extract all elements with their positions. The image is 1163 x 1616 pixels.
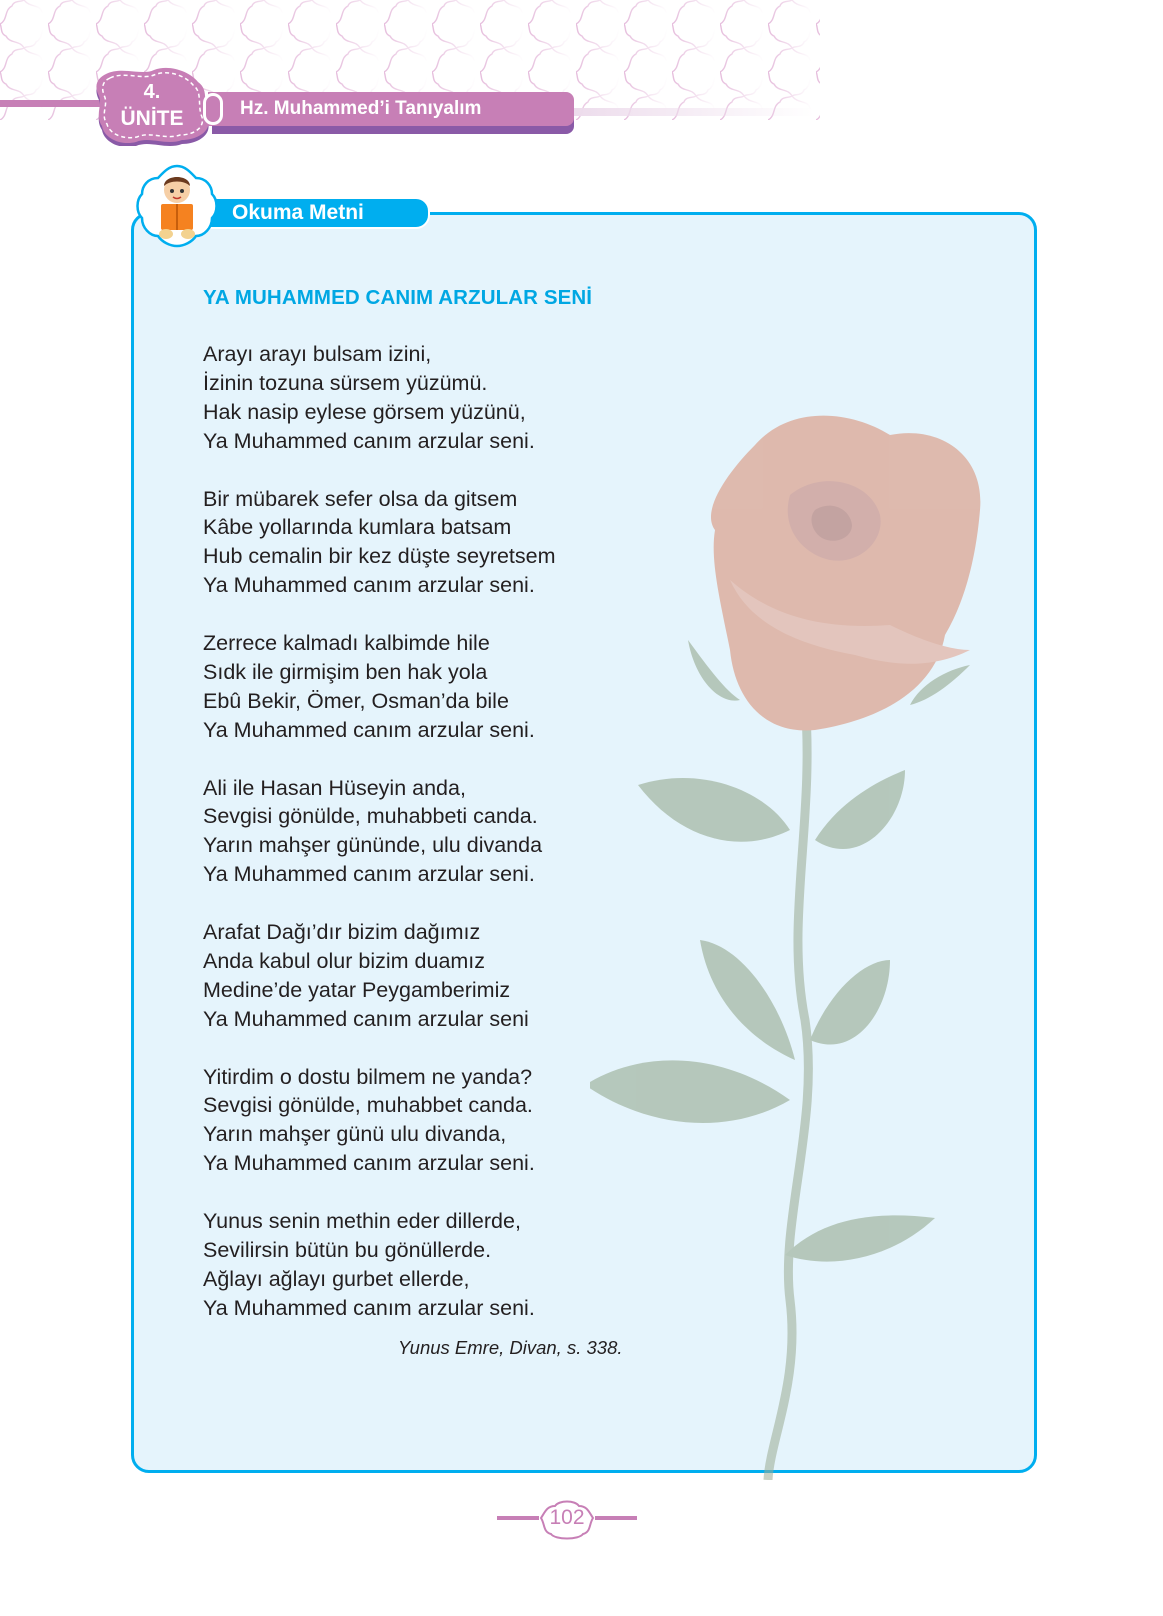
page-number-text: 102 [549, 1506, 585, 1529]
poem-line: Hub cemalin bir kez düşte seyretsem [203, 544, 556, 569]
poem-line: Ya Muhammed canım arzular seni. [203, 717, 535, 742]
poem-line: Ya Muhammed canım arzular seni. [203, 573, 535, 598]
poem-line: Yarın mahşer günü ulu divanda, [203, 1122, 507, 1147]
poem-line: Ya Muhammed canım arzular seni [203, 1006, 529, 1031]
poem-line: Ağlayı ağlayı gurbet ellerde, [203, 1266, 470, 1291]
stanza [203, 774, 556, 890]
poem-line: Hak nasip eylese görsem yüzünü, [203, 399, 526, 424]
poem-line: Bir mübarek sefer olsa da gitsem [203, 486, 518, 511]
poem-line: Ya Muhammed canım arzular seni. [203, 1295, 535, 1320]
poem-line: Sıdk ile girmişim ben hak yola [203, 659, 488, 684]
poem-line: Yitirdim o dostu bilmem ne yanda? [203, 1064, 533, 1089]
poem-body [203, 340, 556, 1323]
page-number [497, 1498, 637, 1538]
stanza [203, 1207, 556, 1323]
poem-line: Ali ile Hasan Hüseyin anda, [203, 775, 466, 800]
stanza [203, 918, 556, 1034]
poem-line: Arafat Dağı’dır bizim dağımız [203, 920, 481, 945]
poem-line: İzinin tozuna sürsem yüzümü. [203, 370, 488, 395]
poem-line: Ya Muhammed canım arzular seni. [203, 428, 535, 453]
stanza [203, 1063, 556, 1179]
poem-line: Kâbe yollarında kumlara batsam [203, 515, 512, 540]
title-bar-fade [574, 108, 814, 116]
poem-line: Yarın mahşer gününde, ulu divanda [203, 833, 543, 858]
unit-badge [92, 66, 212, 146]
unit-number: 4. [143, 81, 161, 103]
stanza [203, 340, 556, 456]
stanza [203, 629, 556, 745]
poem-line: Ya Muhammed canım arzular seni. [203, 862, 535, 887]
reading-boy-icon [134, 164, 220, 248]
rose-icon [590, 400, 1050, 1480]
poem-source: Yunus Emre, Divan, s. 338. [398, 1337, 623, 1358]
poem-line: Zerrece kalmadı kalbimde hile [203, 631, 490, 656]
poem-line: Sevgisi gönülde, muhabbet canda. [203, 1093, 533, 1118]
poem-line: Medine’de yatar Peygamberimiz [203, 977, 511, 1002]
title-bar-cap [203, 93, 223, 125]
poem-line: Yunus senin methin eder dillerde, [203, 1209, 521, 1234]
poem-line: Sevilirsin bütün bu gönüllerde. [203, 1238, 492, 1262]
poem-line: Sevgisi gönülde, muhabbeti canda. [203, 804, 538, 829]
poem-title: YA MUHAMMED CANIM ARZULAR SENİ [203, 286, 593, 309]
poem-line: Arayı arayı bulsam izini, [203, 342, 432, 366]
poem-line: Ya Muhammed canım arzular seni. [203, 1151, 535, 1176]
section-label: Okuma Metni [232, 201, 364, 224]
unit-label: ÜNİTE [120, 107, 184, 130]
poem-line: Ebû Bekir, Ömer, Osman’da bile [203, 688, 509, 713]
poem-line: Anda kabul olur bizim duamız [203, 948, 486, 973]
unit-title: Hz. Muhammed’i Tanıyalım [240, 98, 482, 119]
stanza [203, 485, 556, 601]
